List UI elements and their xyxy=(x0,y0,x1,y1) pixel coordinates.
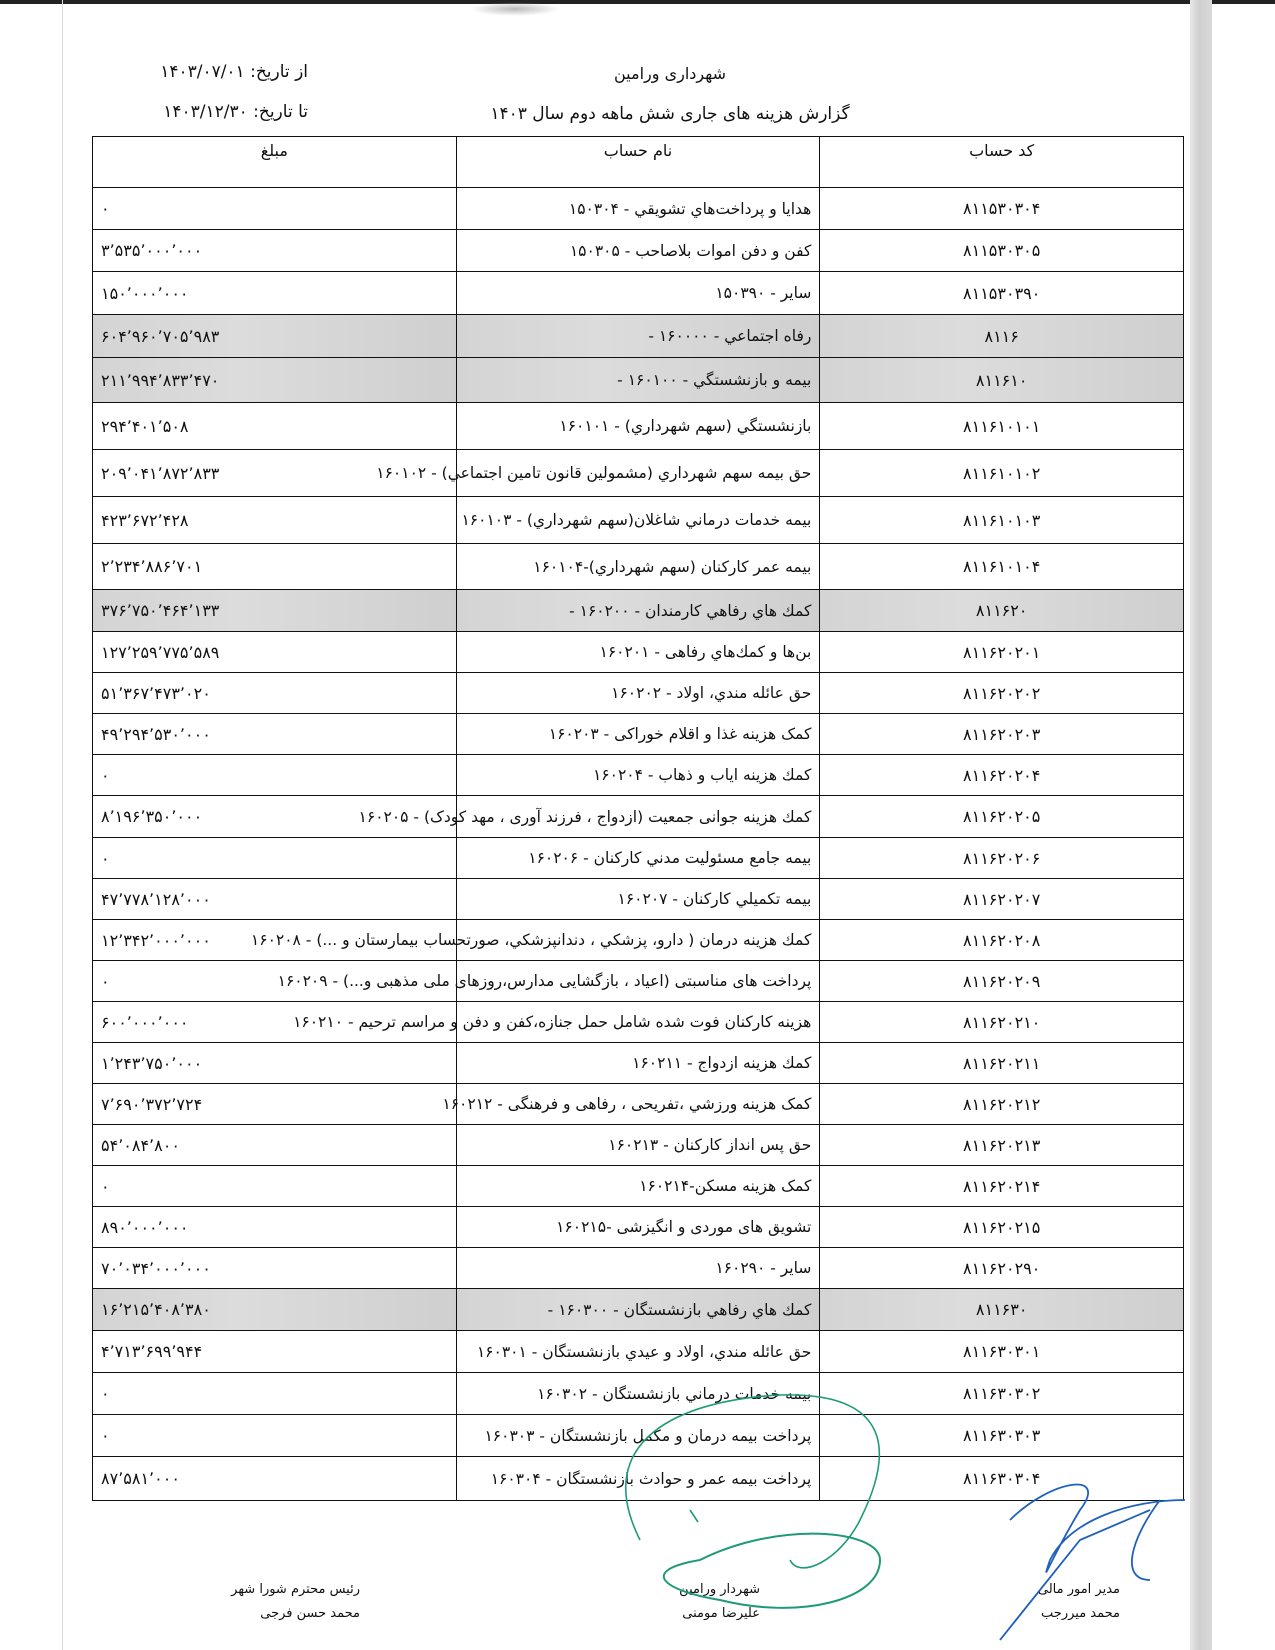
account-name: کمك هاي رفاهي کارمندان - ۱۶۰۲۰۰ - xyxy=(456,590,820,632)
table-row xyxy=(93,272,1184,315)
table-row xyxy=(93,1043,1184,1084)
account-code: ۸۱۱۶۲۰۲۰۹ xyxy=(820,961,1184,1002)
account-name: هزینه کارکنان فوت شده شامل حمل جنازه،کفن و دفن و مراسم ترحیم - ۱۶۰۲۱۰ xyxy=(456,1002,820,1043)
amount: ۸۷٬۵۸۱٬۰۰۰ xyxy=(93,1457,457,1501)
amount: ۰ xyxy=(93,1166,457,1207)
from-date-value: ۱۴۰۳/۰۷/۰۱ xyxy=(160,62,245,82)
account-name: تشویق های موردی و انگیزشی -۱۶۰۲۱۵ xyxy=(456,1207,820,1248)
account-code: ۸۱۱۵۳۰۳۰۴ xyxy=(820,188,1184,230)
account-name: کمک هزینه مسکن-۱۶۰۲۱۴ xyxy=(456,1166,820,1207)
table-row-summary xyxy=(93,315,1184,358)
account-code: ۸۱۱۶۲۰۲۹۰ xyxy=(820,1248,1184,1289)
to-date xyxy=(108,102,308,122)
scan-top-edge xyxy=(0,0,1275,4)
account-name: سایر - ۱۵۰۳۹۰ xyxy=(456,272,820,315)
from-date xyxy=(108,62,308,82)
table-row-summary xyxy=(93,1289,1184,1331)
table-row xyxy=(93,1373,1184,1415)
account-code: ۸۱۱۶۲۰۲۰۴ xyxy=(820,755,1184,796)
account-name: بیمه جامع مسئولیت مدني کارکنان - ۱۶۰۲۰۶ xyxy=(456,838,820,879)
amount: ۱٬۲۴۳٬۷۵۰٬۰۰۰ xyxy=(93,1043,457,1084)
account-name: حق عائله مندي، اولاد - ۱۶۰۲۰۲ xyxy=(456,673,820,714)
table-row xyxy=(93,544,1184,590)
account-name: کمك هزینه جوانی جمعیت (ازدواج ، فرزند آوری ، مهد کودک) - ۱۶۰۲۰۵ xyxy=(456,796,820,838)
table-row xyxy=(93,1084,1184,1125)
signature-title: رئیس محترم شورا شهر xyxy=(231,1582,360,1597)
account-code: ۸۱۱۶۲۰۲۰۳ xyxy=(820,714,1184,755)
account-code: ۸۱۱۶۲۰ xyxy=(820,590,1184,632)
expense-table xyxy=(92,136,1184,1501)
page-left-edge xyxy=(62,0,63,1650)
account-name: پرداخت های مناسبتی (اعیاد ، بازگشایی مدارس،روزهای ملی مذهبی و...) - ۱۶۰۲۰۹ xyxy=(456,961,820,1002)
table-row xyxy=(93,961,1184,1002)
amount: ۰ xyxy=(93,755,457,796)
table-header-row xyxy=(93,137,1184,188)
table-row xyxy=(93,796,1184,838)
account-code: ۸۱۱۶۲۰۲۰۵ xyxy=(820,796,1184,838)
signature-name: علیرضا مومنی xyxy=(682,1606,760,1621)
amount: ۰ xyxy=(93,1415,457,1457)
table-row xyxy=(93,403,1184,450)
amount: ۰ xyxy=(93,961,457,1002)
amount: ۴۲۳٬۶۷۲٬۴۲۸ xyxy=(93,497,457,544)
amount: ۰ xyxy=(93,838,457,879)
account-code: ۸۱۱۶ xyxy=(820,315,1184,358)
table-row xyxy=(93,673,1184,714)
account-name: کمك هزینه ازدواج - ۱۶۰۲۱۱ xyxy=(456,1043,820,1084)
table-body xyxy=(93,188,1184,1501)
account-name: کمك هزینه درمان ( دارو، پزشکي ، دندانپزشکي، صورتحساب بیمارستان و ...) - ۱۶۰۲۰۸ xyxy=(456,920,820,961)
report-title: گزارش هزینه های جاری شش ماهه دوم سال ۱۴۰۳ xyxy=(490,104,850,124)
account-code: ۸۱۱۶۲۰۲۰۷ xyxy=(820,879,1184,920)
account-name: رفاه اجتماعي - ۱۶۰۰۰۰ - xyxy=(456,315,820,358)
amount: ۱۵۰٬۰۰۰٬۰۰۰ xyxy=(93,272,457,315)
account-code: ۸۱۱۶۱۰۱۰۴ xyxy=(820,544,1184,590)
table-row-summary xyxy=(93,590,1184,632)
account-name: حق بیمه سهم شهرداري (مشمولین قانون تامین اجتماعي) - ۱۶۰۱۰۲ xyxy=(456,450,820,497)
from-date-label: از تاریخ: xyxy=(250,62,308,82)
to-date-label: تا تاریخ: xyxy=(253,102,308,122)
amount: ۱۲٬۳۴۲٬۰۰۰٬۰۰۰ xyxy=(93,920,457,961)
account-code: ۸۱۱۶۱۰ xyxy=(820,358,1184,403)
account-code: ۸۱۱۶۳۰ xyxy=(820,1289,1184,1331)
amount: ۲۱۱٬۹۹۴٬۸۳۳٬۴۷۰ xyxy=(93,358,457,403)
amount: ۵۴٬۰۸۴٬۸۰۰ xyxy=(93,1125,457,1166)
amount: ۰ xyxy=(93,1373,457,1415)
account-name: بیمه تکمیلي کارکنان - ۱۶۰۲۰۷ xyxy=(456,879,820,920)
account-name: کمک هزینه غذا و اقلام خوراکی - ۱۶۰۲۰۳ xyxy=(456,714,820,755)
amount: ۲٬۲۳۴٬۸۸۶٬۷۰۱ xyxy=(93,544,457,590)
table-row xyxy=(93,1166,1184,1207)
table-row xyxy=(93,450,1184,497)
signature-mayor xyxy=(580,1578,760,1626)
table-row xyxy=(93,1457,1184,1501)
amount: ۸۹۰٬۰۰۰٬۰۰۰ xyxy=(93,1207,457,1248)
account-code: ۸۱۱۵۳۰۳۰۵ xyxy=(820,230,1184,272)
table-row xyxy=(93,1331,1184,1373)
account-name: پرداخت بیمه درمان و مکمل بازنشستگان - ۱۶۰۳۰۳ xyxy=(456,1415,820,1457)
signature-name: محمد میررجب xyxy=(1041,1606,1120,1621)
account-code: ۸۱۱۶۳۰۳۰۲ xyxy=(820,1373,1184,1415)
account-code: ۸۱۱۶۲۰۲۰۱ xyxy=(820,632,1184,673)
account-name: بیمه و بازنشستگي - ۱۶۰۱۰۰ - xyxy=(456,358,820,403)
signature-title: شهردار ورامین xyxy=(679,1582,760,1597)
table-row xyxy=(93,714,1184,755)
account-code: ۸۱۱۶۱۰۱۰۳ xyxy=(820,497,1184,544)
account-code: ۸۱۱۶۲۰۲۱۳ xyxy=(820,1125,1184,1166)
account-code: ۸۱۱۶۲۰۲۱۱ xyxy=(820,1043,1184,1084)
signature-council-head xyxy=(160,1578,360,1626)
scan-right-edge xyxy=(1190,0,1212,1650)
account-name: کمك هزینه ایاب و ذهاب - ۱۶۰۲۰۴ xyxy=(456,755,820,796)
account-name: سایر - ۱۶۰۲۹۰ xyxy=(456,1248,820,1289)
account-name: بیمه خدمات درماني بازنشستگان - ۱۶۰۳۰۲ xyxy=(456,1373,820,1415)
account-name: هدایا و پرداخت‌هاي تشویقي - ۱۵۰۳۰۴ xyxy=(456,188,820,230)
table-row-summary xyxy=(93,358,1184,403)
table-row xyxy=(93,188,1184,230)
to-date-value: ۱۴۰۳/۱۲/۳۰ xyxy=(163,102,248,122)
account-code: ۸۱۱۶۲۰۲۱۴ xyxy=(820,1166,1184,1207)
mayor-signature-tick xyxy=(690,1510,698,1522)
account-name: بازنشستگي (سهم شهرداري) - ۱۶۰۱۰۱ xyxy=(456,403,820,450)
table-row xyxy=(93,1125,1184,1166)
amount: ۲۹۴٬۴۰۱٬۵۰۸ xyxy=(93,403,457,450)
amount: ۱۲۷٬۲۵۹٬۷۷۵٬۵۸۹ xyxy=(93,632,457,673)
account-name: پرداخت بیمه عمر و حوادث بازنشستگان - ۱۶۰۳۰۴ xyxy=(456,1457,820,1501)
account-name: بیمه عمر کارکنان (سهم شهرداري)-۱۶۰۱۰۴ xyxy=(456,544,820,590)
amount: ۲۰۹٬۰۴۱٬۸۷۲٬۸۳۳ xyxy=(93,450,457,497)
amount: ۷٬۶۹۰٬۳۷۲٬۷۲۴ xyxy=(93,1084,457,1125)
signature-finance-manager xyxy=(960,1578,1120,1626)
table-row xyxy=(93,230,1184,272)
account-name: کفن و دفن اموات بلاصاحب - ۱۵۰۳۰۵ xyxy=(456,230,820,272)
account-code: ۸۱۱۶۱۰۱۰۲ xyxy=(820,450,1184,497)
account-code: ۸۱۱۶۲۰۲۰۲ xyxy=(820,673,1184,714)
table-row xyxy=(93,755,1184,796)
account-name: بیمه خدمات درماني شاغلان(سهم شهرداري) - ۱۶۰۱۰۳ xyxy=(456,497,820,544)
column-header-name: نام حساب xyxy=(456,137,820,188)
account-name: حق پس انداز کارکنان - ۱۶۰۲۱۳ xyxy=(456,1125,820,1166)
account-code: ۸۱۱۶۲۰۲۰۶ xyxy=(820,838,1184,879)
account-code: ۸۱۱۶۱۰۱۰۱ xyxy=(820,403,1184,450)
table-row xyxy=(93,920,1184,961)
account-name: حق عائله مندي، اولاد و عيدي بازنشستگان - ۱۶۰۳۰۱ xyxy=(456,1331,820,1373)
table-row xyxy=(93,632,1184,673)
amount: ۰ xyxy=(93,188,457,230)
amount: ۸٬۱۹۶٬۳۵۰٬۰۰۰ xyxy=(93,796,457,838)
account-code: ۸۱۱۶۲۰۲۱۰ xyxy=(820,1002,1184,1043)
table-row xyxy=(93,1002,1184,1043)
amount: ۱۶٬۲۱۵٬۴۰۸٬۳۸۰ xyxy=(93,1289,457,1331)
amount: ۶۰۴٬۹۶۰٬۷۰۵٬۹۸۳ xyxy=(93,315,457,358)
scan-smudge xyxy=(470,2,560,16)
account-code: ۸۱۱۶۳۰۳۰۴ xyxy=(820,1457,1184,1501)
account-code: ۸۱۱۶۲۰۲۱۲ xyxy=(820,1084,1184,1125)
amount: ۴۷٬۷۷۸٬۱۲۸٬۰۰۰ xyxy=(93,879,457,920)
amount: ۴۹٬۲۹۴٬۵۳۰٬۰۰۰ xyxy=(93,714,457,755)
column-header-amount: مبلغ xyxy=(93,137,457,188)
organization-name: شهرداری ورامین xyxy=(614,64,726,83)
amount: ۴٬۷۱۳٬۶۹۹٬۹۴۴ xyxy=(93,1331,457,1373)
table-row xyxy=(93,497,1184,544)
account-code: ۸۱۱۶۳۰۳۰۳ xyxy=(820,1415,1184,1457)
table-row xyxy=(93,1207,1184,1248)
account-name: بن‌ها و کمك‌هاي رفاهی - ۱۶۰۲۰۱ xyxy=(456,632,820,673)
table-row xyxy=(93,879,1184,920)
amount: ۳۷۶٬۷۵۰٬۴۶۴٬۱۳۳ xyxy=(93,590,457,632)
signature-name: محمد حسن فرجی xyxy=(260,1606,360,1621)
table-row xyxy=(93,838,1184,879)
amount: ۳٬۵۳۵٬۰۰۰٬۰۰۰ xyxy=(93,230,457,272)
account-name: کمك هاي رفاهي بازنشستگان - ۱۶۰۳۰۰ - xyxy=(456,1289,820,1331)
amount: ۵۱٬۳۶۷٬۴۷۳٬۰۲۰ xyxy=(93,673,457,714)
table-row xyxy=(93,1415,1184,1457)
account-name: کمک هزینه ورزشي ،تفریحی ، رفاهی و فرهنگی - ۱۶۰۲۱۲ xyxy=(456,1084,820,1125)
amount: ۶۰۰٬۰۰۰٬۰۰۰ xyxy=(93,1002,457,1043)
table-row xyxy=(93,1248,1184,1289)
column-header-code: کد حساب xyxy=(820,137,1184,188)
account-code: ۸۱۱۶۳۰۳۰۱ xyxy=(820,1331,1184,1373)
account-code: ۸۱۱۵۳۰۳۹۰ xyxy=(820,272,1184,315)
amount: ۷۰٬۰۳۴٬۰۰۰٬۰۰۰ xyxy=(93,1248,457,1289)
account-code: ۸۱۱۶۲۰۲۰۸ xyxy=(820,920,1184,961)
account-code: ۸۱۱۶۲۰۲۱۵ xyxy=(820,1207,1184,1248)
signature-title: مدیر امور مالی xyxy=(1037,1582,1120,1597)
